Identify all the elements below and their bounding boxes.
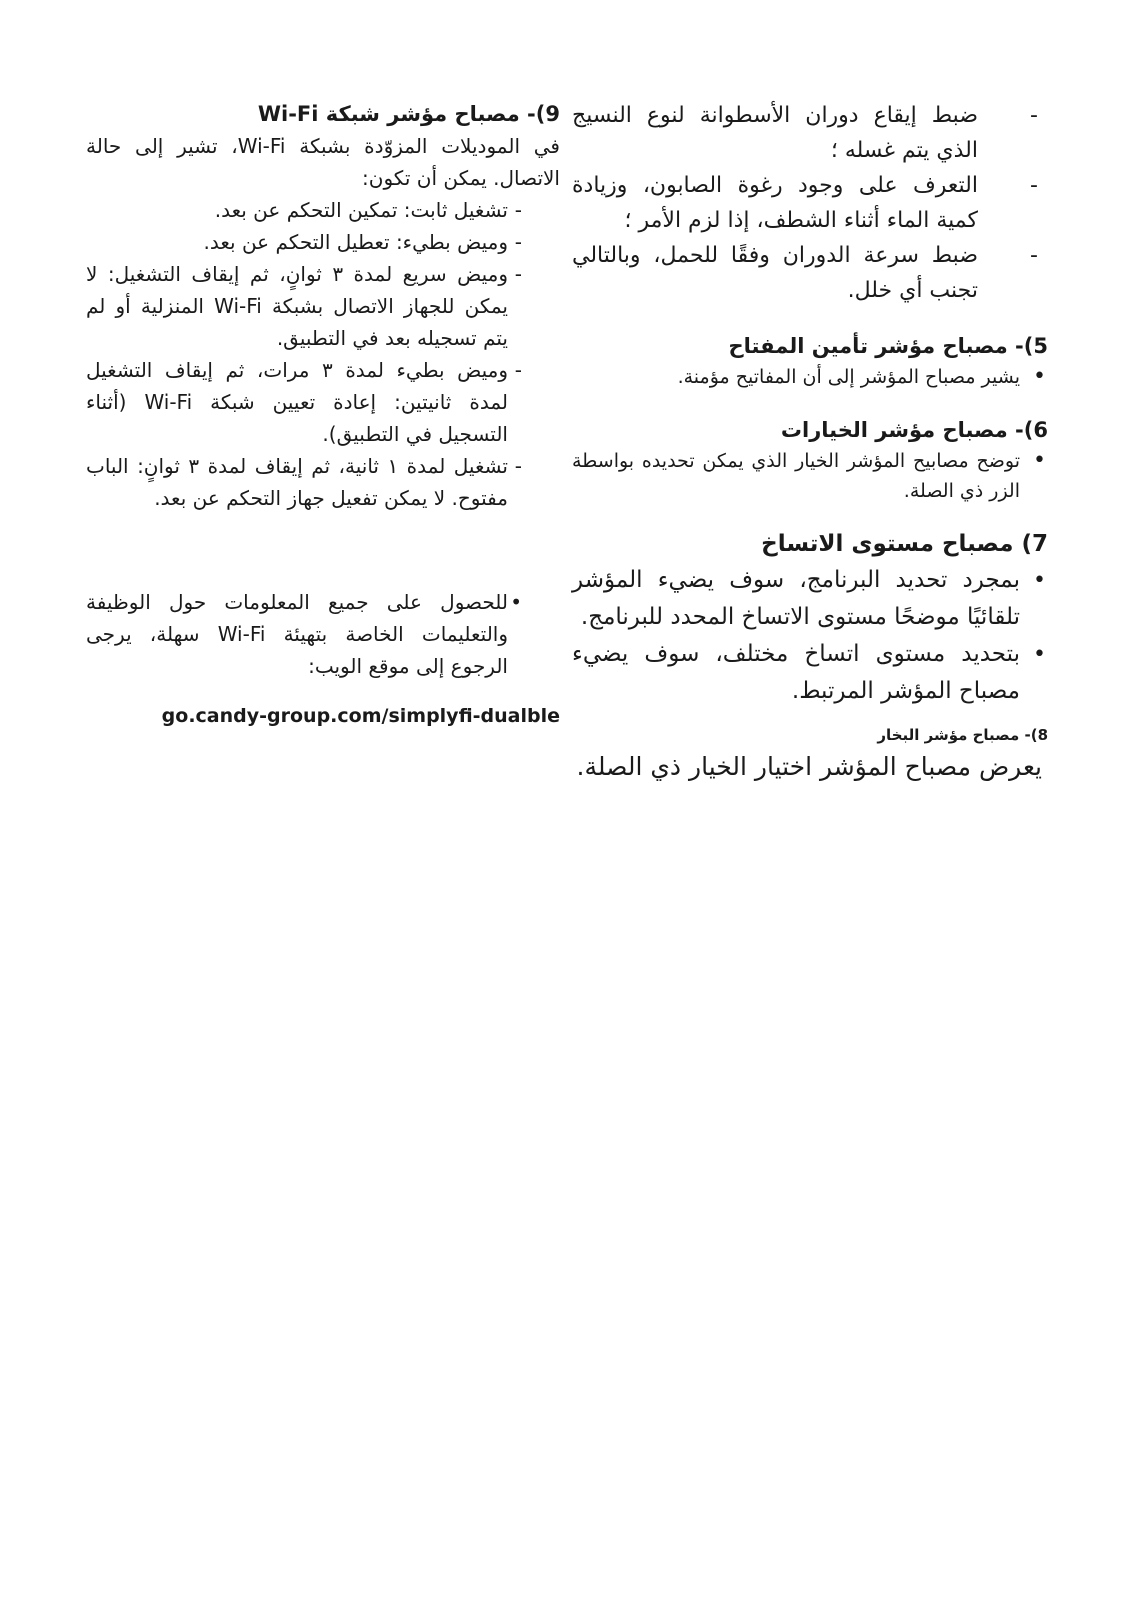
section-6-list: [572, 446, 1048, 506]
list-item: - وميض بطيء: تعطيل التحكم عن بعد.: [86, 226, 560, 258]
section-9-heading: 9)- مصباح مؤشر شبكة Wi-Fi: [257, 102, 560, 126]
list-item: - تشغيل ثابت: تمكين التحكم عن بعد.: [86, 194, 560, 226]
list-item: - ضبط سرعة الدوران وفقًا للحمل، وبالتالي تجنب أي خلل.: [572, 238, 1048, 308]
section-7-list: [572, 562, 1048, 710]
list-item: - ضبط إيقاع دوران الأسطوانة لنوع النسيج الذي يتم غسله ؛: [572, 98, 1048, 168]
list-item: • يشير مصباح المؤشر إلى أن المفاتيح مؤمنة.: [572, 362, 1048, 392]
list-item: • توضح مصابيح المؤشر الخيار الذي يمكن تحديده بواسطة الزر ذي الصلة.: [572, 446, 1048, 506]
section-5-heading: 5)- مصباح مؤشر تأمين المفتاح: [728, 334, 1048, 358]
list-item: • بتحديد مستوى اتساخ مختلف، سوف يضيء مصباح المؤشر المرتبط.: [572, 636, 1048, 710]
section-8-text: يعرض مصباح المؤشر اختيار الخيار ذي الصلة.: [576, 752, 1042, 781]
wifi-status-list: [86, 194, 560, 514]
list-item: • بمجرد تحديد البرنامج، سوف يضيء المؤشر تلقائيًا موضحًا مستوى الاتساخ المحدد للبرنامج.: [572, 562, 1048, 636]
left-column: [86, 98, 560, 730]
website-url: go.candy-group.com/simplyfi-dualble: [161, 705, 560, 727]
section-8-heading: 8)- مصباح مؤشر البخار: [877, 726, 1048, 744]
drum-features-list: [572, 98, 1048, 308]
section-6-heading: 6)- مصباح مؤشر الخيارات: [780, 418, 1048, 442]
list-item: - التعرف على وجود رغوة الصابون، وزيادة كمية الماء أثناء الشطف، إذا لزم الأمر ؛: [572, 168, 1048, 238]
list-item: - وميض بطيء لمدة ٣ مرات، ثم إيقاف التشغيل لمدة ثانيتين: إعادة تعيين شبكة Wi-Fi (أثناء التسجيل في التطبيق).: [86, 354, 560, 450]
section-9-intro: في الموديلات المزوّدة بشبكة Wi-Fi، تشير إلى حالة الاتصال. يمكن أن تكون:: [86, 134, 560, 190]
section-7-heading: 7) مصباح مستوى الاتساخ: [761, 531, 1048, 557]
wifi-info-text: • للحصول على جميع المعلومات حول الوظيفة والتعليمات الخاصة بتهيئة Wi-Fi سهلة، يرجى الرجوع إلى موقع الويب:: [86, 586, 560, 682]
section-5-list: [572, 362, 1048, 392]
list-item: - وميض سريع لمدة ٣ ثوانٍ، ثم إيقاف التشغيل: لا يمكن للجهاز الاتصال بشبكة Wi-Fi المنزلية أو لم يتم تسجيله بعد في التطبيق.: [86, 258, 560, 354]
list-item: - تشغيل لمدة ١ ثانية، ثم إيقاف لمدة ٣ ثوانٍ: الباب مفتوح. لا يمكن تفعيل جهاز التحكم عن بعد.: [86, 450, 560, 514]
right-column: [572, 98, 1048, 785]
